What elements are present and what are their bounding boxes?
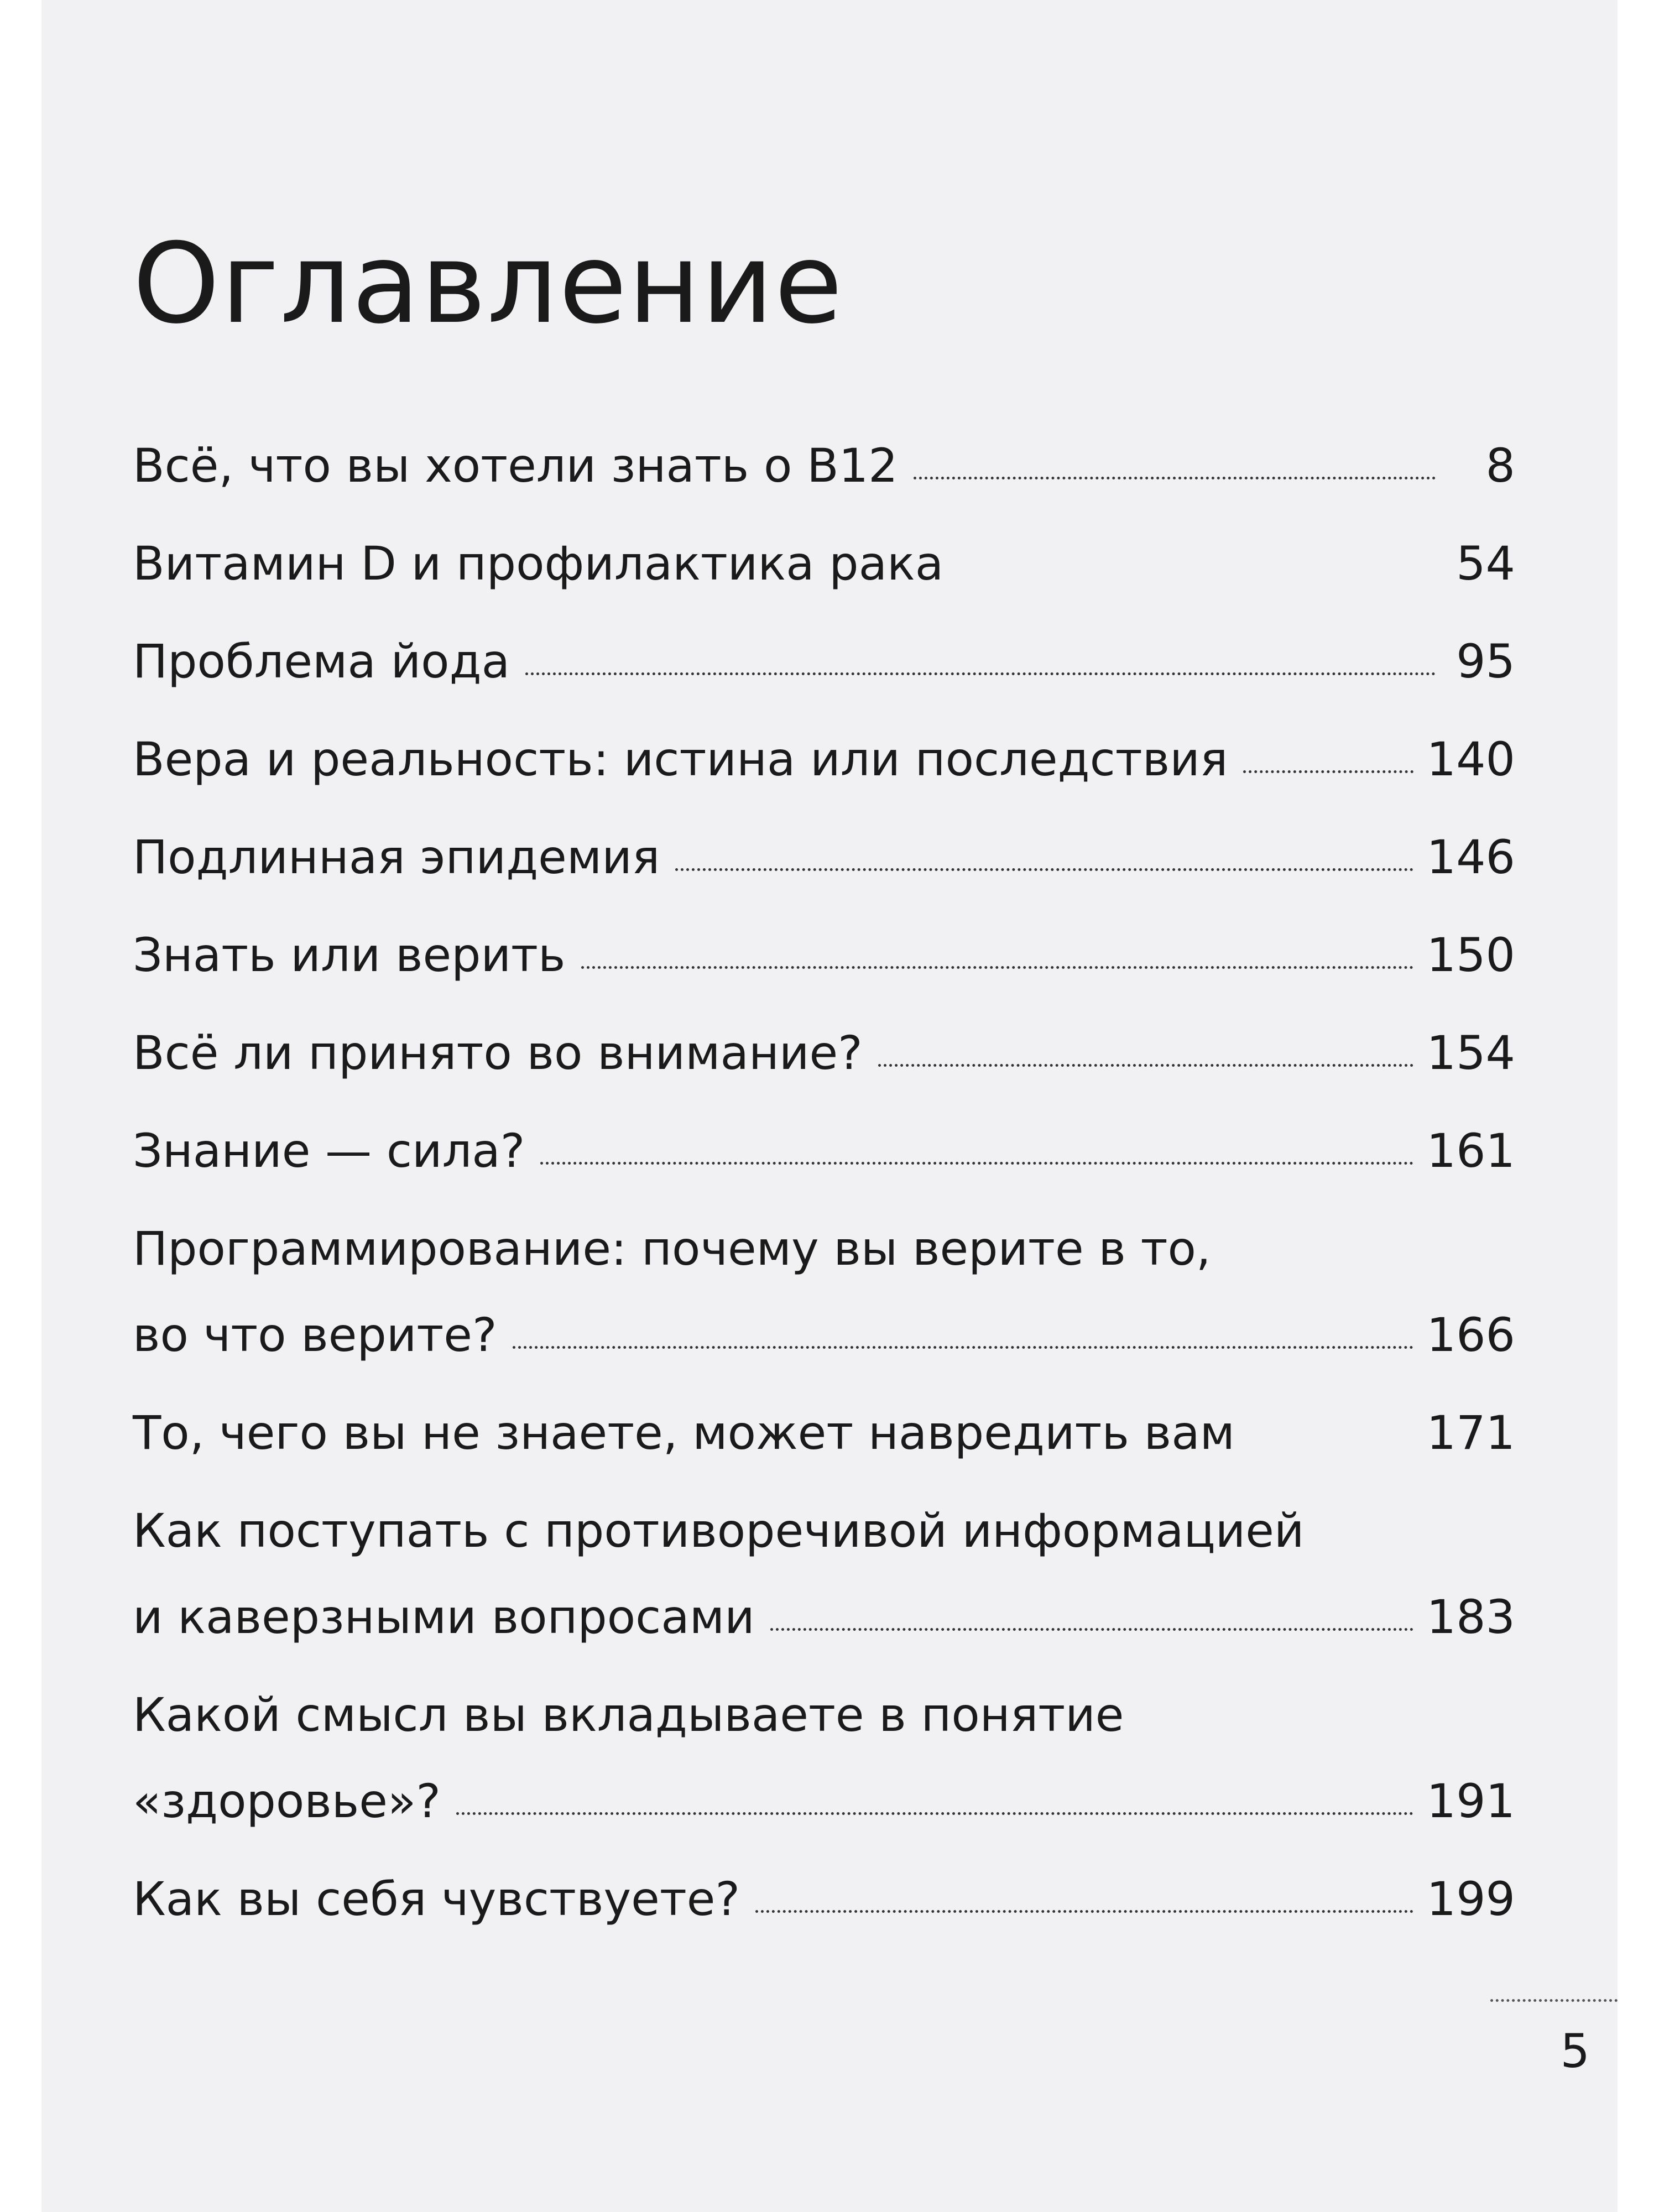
toc-entry (133, 634, 1515, 688)
toc-entry-page: 54 (1456, 536, 1515, 591)
toc-entry-page: 166 (1426, 1308, 1515, 1362)
toc-entry-title: Всё ли принято во внимание? (133, 1026, 863, 1080)
toc-entry-title-continued: «здоровье»? (133, 1774, 441, 1828)
toc-entry-title: Программирование: почему вы верите в то, (133, 1222, 1211, 1276)
toc-entry-page: 154 (1426, 1026, 1515, 1080)
toc-leader-dots (1250, 1444, 1413, 1447)
toc-entry-title: Вера и реальность: истина или последствия (133, 732, 1228, 786)
toc-leader-dots (914, 477, 1436, 479)
toc-entry-title: То, чего вы не знаете, может навредить вам (133, 1406, 1235, 1460)
toc-entry-page: 191 (1426, 1774, 1515, 1828)
book-page (41, 0, 1618, 2212)
toc-entry (133, 1222, 1515, 1362)
toc-entry (133, 928, 1515, 982)
toc-leader-dots (770, 1628, 1413, 1631)
toc-leader-dots (1243, 770, 1413, 773)
toc-entry (133, 1688, 1515, 1828)
toc-entry-title: Проблема йода (133, 634, 510, 688)
toc-entry-title-continued: и каверзными вопросами (133, 1590, 755, 1644)
toc-entry-title: Какой смысл вы вкладываете в понятие (133, 1688, 1124, 1742)
toc-entry-title: Знать или верить (133, 928, 566, 982)
footer-rule (1490, 1999, 1618, 2002)
toc-entry-title: Подлинная эпидемия (133, 830, 660, 884)
toc-entry (133, 536, 1515, 591)
toc-entry-page: 161 (1426, 1124, 1515, 1178)
toc-leader-dots (581, 966, 1413, 969)
toc-leader-dots (755, 1910, 1413, 1913)
toc-entry-page: 95 (1456, 634, 1515, 688)
toc-entry-title: Всё, что вы хотели знать о В12 (133, 439, 898, 493)
toc-entry-page: 199 (1426, 1872, 1515, 1926)
toc-leader-dots (540, 1162, 1413, 1165)
toc-entry-title: Как поступать с противоречивой информацией (133, 1504, 1305, 1558)
toc-entry-page: 146 (1426, 830, 1515, 884)
toc-entry (133, 732, 1515, 786)
toc-entry-page: 183 (1426, 1590, 1515, 1644)
toc-leader-dots (959, 575, 1436, 577)
toc-entry (133, 1406, 1515, 1460)
toc-entry-title: Как вы себя чувствуете? (133, 1872, 740, 1926)
toc-entry-page: 150 (1426, 928, 1515, 982)
toc-leader-dots (456, 1812, 1413, 1815)
toc-leader-dots (675, 868, 1413, 871)
toc-entry (133, 1872, 1515, 1926)
toc-entry-title: Знание — сила? (133, 1124, 525, 1178)
toc-entry-title-continued: во что верите? (133, 1308, 497, 1362)
toc-leader-dots (513, 1346, 1413, 1349)
toc-entry-page: 171 (1426, 1406, 1515, 1460)
page-title: Оглавление (133, 220, 844, 348)
toc-entry (133, 1124, 1515, 1178)
toc-entry (133, 1504, 1515, 1644)
toc-entry-page: 8 (1485, 439, 1515, 493)
toc-leader-dots (878, 1064, 1413, 1067)
toc-entry (133, 830, 1515, 884)
toc-entry-title: Витамин D и профилактика рака (133, 536, 944, 591)
toc-entry (133, 439, 1515, 493)
toc-entry (133, 1026, 1515, 1080)
toc-leader-dots (525, 672, 1436, 675)
toc-entry-page: 140 (1426, 732, 1515, 786)
page-number: 5 (1560, 2024, 1590, 2078)
